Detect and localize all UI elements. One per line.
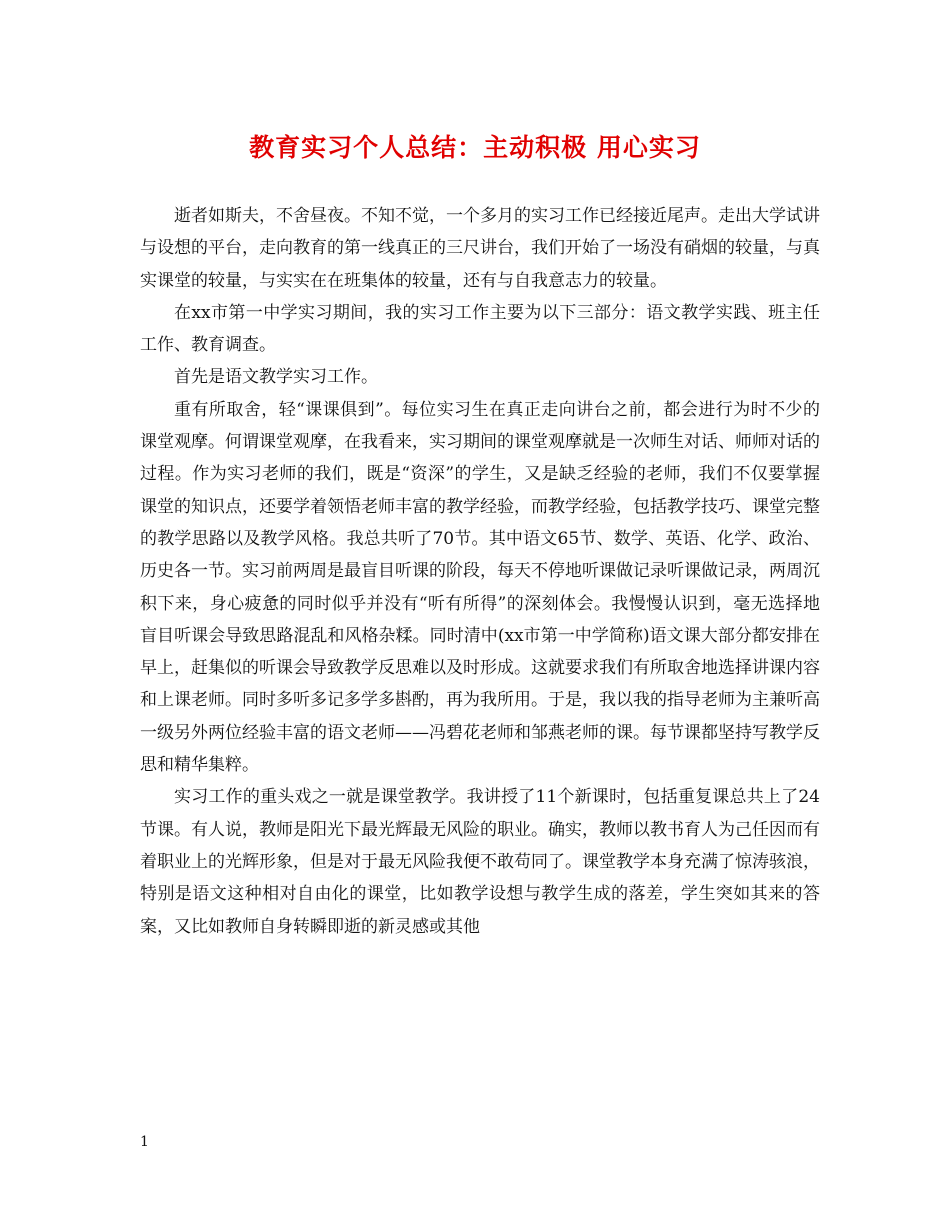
paragraph-5: 实习工作的重头戏之一就是课堂教学。我讲授了11个新课时，包括重复课总共上了24节课。有人说，教师是阳光下最光辉最无风险的职业。确实，教师以教书育人为己任因而有着职业上的光辉形象，但是对于最无风险我便不敢苟同了。课堂教学本身充满了惊涛骇浪，特别是语文这种相对自由化的课堂，比如教学设想与教学生成的落差，学生突如其来的答案，又比如教师自身转瞬即逝的新灵感或其他 [140, 787, 820, 937]
document-body [140, 200, 820, 943]
paragraph-2: 在xx市第一中学实习期间，我的实习工作主要为以下三部分：语文教学实践、班主任工作、教育调查。 [140, 302, 820, 356]
paragraph-3: 首先是语文教学实习工作。 [174, 367, 378, 388]
page-number: 1 [140, 1134, 149, 1150]
document-title: 教育实习个人总结：主动积极 用心实习 [249, 133, 701, 162]
paragraph-1: 逝者如斯夫，不舍昼夜。不知不觉，一个多月的实习工作已经接近尾声。走出大学试讲与设想的平台，走向教育的第一线真正的三尺讲台，我们开始了一场没有硝烟的较量，与真实课堂的较量，与实实在在班集体的较量，还有与自我意志力的较量。 [140, 206, 820, 291]
paragraph-4: 重有所取舍，轻“课课俱到”。每位实习生在真正走向讲台之前，都会进行为时不少的课堂观摩。何谓课堂观摩，在我看来，实习期间的课堂观摩就是一次师生对话、师师对话的过程。作为实习老师的我们，既是“资深”的学生，又是缺乏经验的老师，我们不仅要掌握课堂的知识点，还要学着领悟老师丰富的教学经验，而教学经验，包括教学技巧、课堂完整的教学思路以及教学风格。我总共听了70节。其中语文65节、数学、英语、化学、政治、历史各一节。实习前两周是最盲目听课的阶段，每天不停地听课做记录听课做记录，两周沉积下来，身心疲惫的同时似乎并没有“听有所得”的深刻体会。我慢慢认识到，毫无选择地盲目听课会导致思路混乱和风格杂糅。同时清中(xx市第一中学简称)语文课大部分都安排在早上，赶集似的听课会导致教学反思难以及时形成。这就要求我们有所取舍地选择讲课内容和上课老师。同时多听多记多学多斟酌，再为我所用。于是，我以我的指导老师为主兼听高一级另外两位经验丰富的语文老师——冯碧花老师和邹燕老师的课。每节课都坚持写教学反思和精华集粹。 [140, 399, 820, 776]
